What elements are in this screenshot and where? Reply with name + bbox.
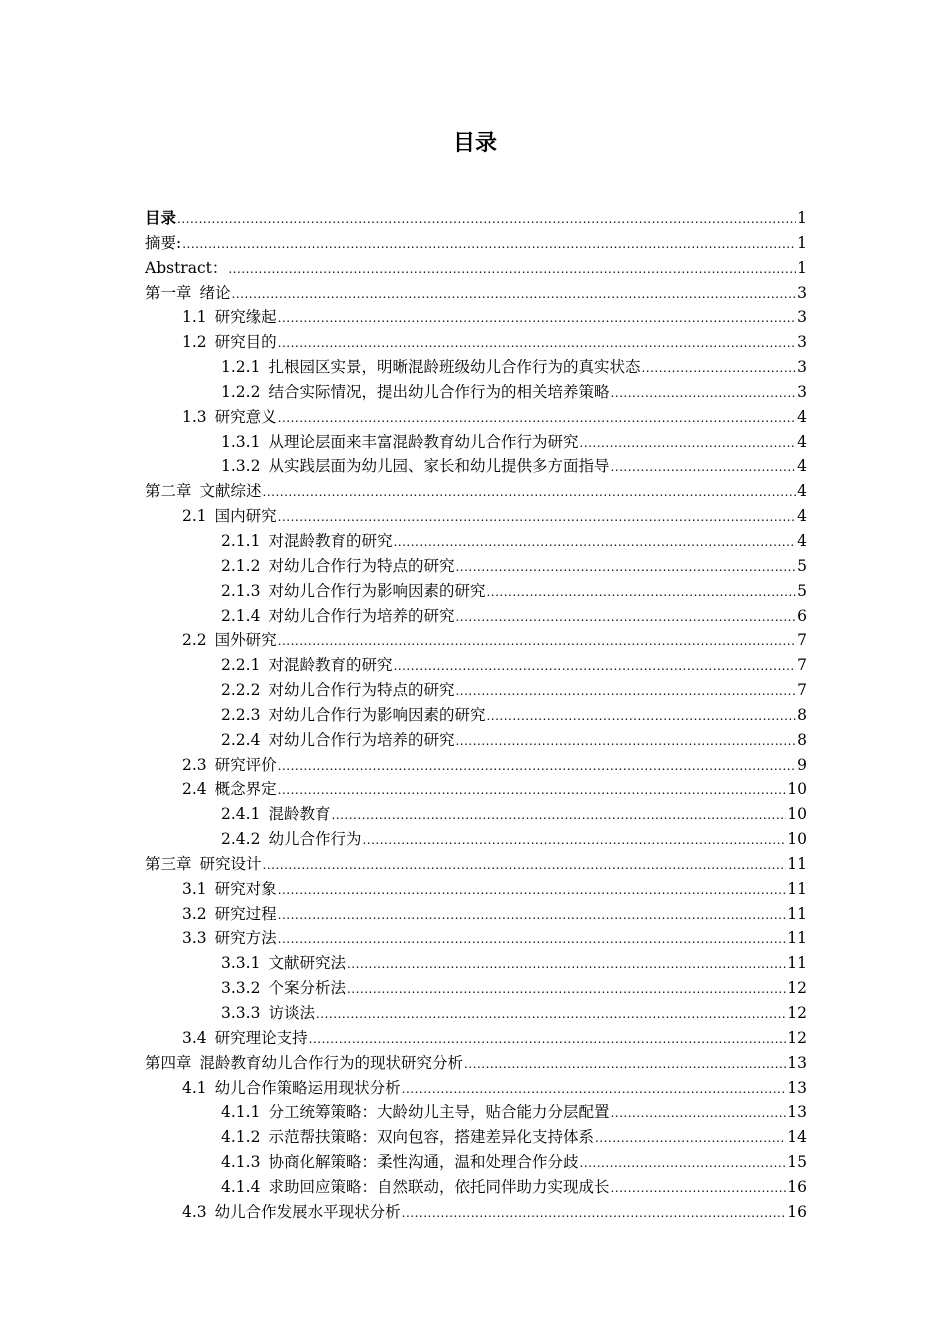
toc-entry-page: 1 bbox=[797, 209, 807, 227]
toc-entry-number: 2.1.1 bbox=[221, 531, 261, 550]
toc-entry-title: 摘要: bbox=[145, 233, 182, 252]
toc-entry-title: 对幼儿合作行为影响因素的研究 bbox=[268, 705, 486, 724]
toc-entry-title: 对幼儿合作行为特点的研究 bbox=[268, 681, 455, 700]
toc-entry-number: 4.1.1 bbox=[221, 1103, 261, 1122]
toc-entry-title: 求助回应策略：自然联动，依托同伴助力实现成长 bbox=[268, 1177, 610, 1196]
toc-entry[interactable] bbox=[145, 902, 807, 927]
toc-dot-leader bbox=[232, 282, 797, 306]
toc-entry[interactable] bbox=[145, 1076, 807, 1101]
toc-entry-number: 4.3 bbox=[182, 1202, 207, 1221]
toc-entry-page: 15 bbox=[787, 1153, 807, 1172]
toc-entry[interactable] bbox=[145, 827, 807, 852]
toc-dot-leader bbox=[610, 381, 796, 405]
toc-entry[interactable] bbox=[145, 653, 807, 678]
toc-entry[interactable] bbox=[145, 877, 807, 902]
toc-dot-leader bbox=[455, 555, 796, 579]
toc-entry-page: 7 bbox=[797, 681, 807, 700]
toc-entry[interactable] bbox=[145, 529, 807, 554]
toc-entry-page: 5 bbox=[797, 556, 807, 575]
toc-entry[interactable] bbox=[145, 380, 807, 405]
toc-dot-leader bbox=[455, 729, 796, 753]
toc-entry[interactable] bbox=[145, 579, 807, 604]
toc-entry-page: 5 bbox=[797, 581, 807, 600]
page-title: 目录 bbox=[452, 131, 497, 156]
toc-dot-leader bbox=[610, 455, 796, 479]
toc-entry[interactable] bbox=[145, 256, 807, 281]
toc-entry-title: 研究方法 bbox=[214, 929, 277, 948]
toc-dot-leader bbox=[331, 803, 786, 827]
toc-entry[interactable] bbox=[145, 554, 807, 579]
toc-entry-title: 目录 bbox=[145, 209, 177, 227]
toc-entry[interactable] bbox=[145, 355, 807, 380]
toc-entry[interactable] bbox=[145, 1001, 807, 1026]
toc-entry[interactable] bbox=[145, 430, 807, 455]
toc-entry-page: 16 bbox=[787, 1177, 807, 1196]
toc-entry-page: 12 bbox=[787, 1028, 807, 1047]
toc-entry-title: 研究过程 bbox=[214, 904, 277, 923]
toc-entry-title: 研究缘起 bbox=[214, 308, 277, 327]
toc-entry-title: 对幼儿合作行为影响因素的研究 bbox=[268, 581, 486, 600]
toc-entry-page: 1 bbox=[797, 233, 807, 252]
toc-entry-page: 4 bbox=[797, 507, 807, 526]
toc-entry[interactable] bbox=[145, 976, 807, 1001]
toc-entry-number: 1.2.1 bbox=[221, 358, 261, 377]
toc-entry-title: 研究意义 bbox=[214, 407, 277, 426]
toc-entry-number: 2.3 bbox=[182, 755, 207, 774]
toc-entry-page: 10 bbox=[787, 780, 807, 799]
toc-dot-leader bbox=[402, 1077, 787, 1101]
toc-dot-leader bbox=[610, 1101, 786, 1125]
toc-entry-number: 1.1 bbox=[182, 308, 207, 327]
toc-entry-page: 11 bbox=[787, 954, 807, 973]
toc-entry-number: 2.1.2 bbox=[221, 556, 261, 575]
toc-entry[interactable] bbox=[145, 802, 807, 827]
toc-entry-page: 3 bbox=[797, 382, 807, 401]
toc-entry-page: 7 bbox=[797, 656, 807, 675]
toc-dot-leader bbox=[278, 505, 796, 529]
toc-entry[interactable] bbox=[145, 305, 807, 330]
toc-entry[interactable] bbox=[145, 1026, 807, 1051]
toc-entry[interactable] bbox=[145, 1175, 807, 1200]
toc-dot-leader bbox=[579, 1151, 786, 1175]
toc-entry-page: 4 bbox=[797, 432, 807, 451]
toc-dot-leader bbox=[486, 580, 796, 604]
toc-entry-page: 13 bbox=[787, 1078, 807, 1097]
toc-entry-title: 研究设计 bbox=[199, 854, 262, 873]
toc-entry[interactable] bbox=[145, 231, 807, 256]
toc-entry-title: Abstract： bbox=[145, 258, 228, 277]
toc-dot-leader bbox=[362, 828, 786, 852]
toc-dot-leader bbox=[278, 927, 787, 951]
toc-entry-page: 13 bbox=[787, 1053, 807, 1072]
toc-entry-number: 第一章 bbox=[145, 283, 192, 302]
toc-entry-page: 16 bbox=[787, 1202, 807, 1221]
toc-dot-leader bbox=[610, 1176, 786, 1200]
toc-dot-leader bbox=[278, 306, 796, 330]
toc-entry[interactable] bbox=[145, 1200, 807, 1225]
toc-entry-page: 3 bbox=[797, 308, 807, 327]
toc-dot-leader bbox=[455, 679, 796, 703]
toc-entry-title: 幼儿合作发展水平现状分析 bbox=[214, 1202, 401, 1221]
toc-dot-leader bbox=[579, 431, 796, 455]
toc-entry-number: 2.2 bbox=[182, 631, 207, 650]
toc-entry-page: 4 bbox=[797, 482, 807, 501]
toc-entry-title: 对幼儿合作行为培养的研究 bbox=[268, 730, 455, 749]
toc-dot-leader bbox=[278, 331, 796, 355]
toc-entry-title: 绪论 bbox=[199, 283, 231, 302]
toc-entry-page: 11 bbox=[787, 929, 807, 948]
toc-entry-number: 4.1 bbox=[182, 1078, 207, 1097]
toc-dot-leader bbox=[263, 480, 797, 504]
toc-entry-page: 12 bbox=[787, 979, 807, 998]
toc-entry-title: 研究理论支持 bbox=[214, 1028, 308, 1047]
toc-dot-leader bbox=[347, 977, 786, 1001]
toc-entry[interactable] bbox=[145, 504, 807, 529]
toc-entry[interactable] bbox=[145, 405, 807, 430]
toc-entry-title: 从实践层面为幼儿园、家长和幼儿提供多方面指导 bbox=[268, 457, 610, 476]
toc-entry-number: 3.3.2 bbox=[221, 979, 261, 998]
toc-entry[interactable] bbox=[145, 703, 807, 728]
toc-entry-number: 2.4.2 bbox=[221, 830, 261, 849]
toc-entry-title: 文献综述 bbox=[199, 482, 262, 501]
toc-entry-number: 4.1.4 bbox=[221, 1177, 261, 1196]
toc-entry-page: 3 bbox=[797, 358, 807, 377]
toc-entry-page: 8 bbox=[797, 730, 807, 749]
toc-entry-number: 3.4 bbox=[182, 1028, 207, 1047]
toc-entry-number: 第三章 bbox=[145, 854, 192, 873]
toc-entry-page: 13 bbox=[787, 1103, 807, 1122]
toc-dot-leader bbox=[278, 754, 796, 778]
toc-entry-title: 示范帮扶策略：双向包容，搭建差异化支持体系 bbox=[268, 1128, 594, 1147]
toc-entry-title: 访谈法 bbox=[268, 1004, 315, 1022]
toc-entry-title: 分工统筹策略：大龄幼儿主导，贴合能力分层配置 bbox=[268, 1103, 610, 1122]
toc-entry[interactable] bbox=[145, 628, 807, 653]
toc-entry-number: 1.3.2 bbox=[221, 457, 261, 476]
toc-dot-leader bbox=[641, 356, 796, 380]
toc-entry-title: 幼儿合作行为 bbox=[268, 830, 362, 849]
toc-entry-title: 协商化解策略：柔性沟通，温和处理合作分歧 bbox=[268, 1153, 579, 1172]
toc-dot-leader bbox=[278, 778, 787, 802]
toc-entry-page: 14 bbox=[787, 1128, 807, 1147]
toc-dot-leader bbox=[316, 1002, 786, 1026]
toc-entry[interactable] bbox=[145, 1051, 807, 1076]
toc-entry-title: 对混龄教育的研究 bbox=[268, 531, 393, 550]
toc-entry-page: 3 bbox=[797, 333, 807, 352]
toc-entry-number: 2.2.3 bbox=[221, 705, 261, 724]
toc-entry[interactable] bbox=[145, 479, 807, 504]
toc-entry[interactable] bbox=[145, 454, 807, 479]
toc-entry-title: 国外研究 bbox=[214, 631, 277, 650]
toc-entry[interactable] bbox=[145, 1100, 807, 1125]
toc-entry-number: 第二章 bbox=[145, 482, 192, 501]
toc-entry-title: 对混龄教育的研究 bbox=[268, 656, 393, 675]
toc-dot-leader bbox=[486, 704, 796, 728]
toc-dot-leader bbox=[455, 605, 796, 629]
toc-entry-title: 研究目的 bbox=[214, 333, 277, 352]
toc-entry-number: 2.2.1 bbox=[221, 656, 261, 675]
toc-dot-leader bbox=[393, 654, 796, 678]
toc-entry-page: 4 bbox=[797, 531, 807, 550]
toc-entry-page: 9 bbox=[797, 755, 807, 774]
toc-entry-title: 混龄教育 bbox=[268, 805, 331, 824]
toc-entry-number: 3.3.3 bbox=[221, 1004, 261, 1022]
toc-entry-page: 12 bbox=[787, 1004, 807, 1022]
toc-dot-leader bbox=[278, 629, 796, 653]
toc-entry-title: 扎根园区实景，明晰混龄班级幼儿合作行为的真实状态 bbox=[268, 358, 641, 377]
table-of-contents bbox=[145, 206, 807, 1225]
toc-entry-page: 11 bbox=[787, 879, 807, 898]
toc-dot-leader bbox=[402, 1201, 787, 1225]
toc-entry-number: 2.1 bbox=[182, 507, 207, 526]
toc-entry[interactable] bbox=[145, 1150, 807, 1175]
toc-dot-leader bbox=[177, 207, 796, 231]
toc-entry-page: 11 bbox=[787, 854, 807, 873]
toc-entry-page: 1 bbox=[797, 258, 807, 277]
toc-entry-number: 2.1.3 bbox=[221, 581, 261, 600]
toc-dot-leader bbox=[595, 1126, 786, 1150]
toc-dot-leader bbox=[309, 1027, 787, 1051]
toc-entry-title: 幼儿合作策略运用现状分析 bbox=[214, 1078, 401, 1097]
toc-entry-number: 2.2.2 bbox=[221, 681, 261, 700]
toc-entry-number: 第四章 bbox=[145, 1053, 192, 1072]
toc-entry-number: 2.2.4 bbox=[221, 730, 261, 749]
toc-entry[interactable] bbox=[145, 753, 807, 778]
toc-entry-page: 6 bbox=[797, 606, 807, 625]
toc-entry-title: 文献研究法 bbox=[268, 954, 346, 973]
toc-entry-number: 3.3.1 bbox=[221, 954, 261, 973]
toc-entry[interactable] bbox=[145, 281, 807, 306]
toc-dot-leader bbox=[278, 406, 796, 430]
toc-entry-number: 4.1.2 bbox=[221, 1128, 261, 1147]
toc-entry[interactable] bbox=[145, 206, 807, 231]
toc-entry[interactable] bbox=[145, 852, 807, 877]
toc-entry-number: 2.1.4 bbox=[221, 606, 261, 625]
toc-entry-title: 对幼儿合作行为特点的研究 bbox=[268, 556, 455, 575]
toc-dot-leader bbox=[228, 257, 796, 281]
toc-entry[interactable] bbox=[145, 330, 807, 355]
toc-entry-page: 4 bbox=[797, 407, 807, 426]
toc-entry-page: 10 bbox=[787, 830, 807, 849]
toc-entry-title: 概念界定 bbox=[214, 780, 277, 799]
toc-entry-number: 1.2 bbox=[182, 333, 207, 352]
toc-entry-number: 3.1 bbox=[182, 879, 207, 898]
toc-dot-leader bbox=[278, 878, 787, 902]
toc-entry-page: 10 bbox=[787, 805, 807, 824]
toc-entry-number: 3.3 bbox=[182, 929, 207, 948]
toc-dot-leader bbox=[263, 853, 787, 877]
toc-entry[interactable] bbox=[145, 604, 807, 629]
toc-entry-title: 研究评价 bbox=[214, 755, 277, 774]
toc-entry-page: 7 bbox=[797, 631, 807, 650]
toc-dot-leader bbox=[464, 1052, 786, 1076]
toc-entry-number: 1.2.2 bbox=[221, 382, 261, 401]
toc-entry[interactable] bbox=[145, 951, 807, 976]
toc-entry[interactable] bbox=[145, 728, 807, 753]
toc-entry-title: 从理论层面来丰富混龄教育幼儿合作行为研究 bbox=[268, 432, 579, 451]
toc-entry-title: 混龄教育幼儿合作行为的现状研究分析 bbox=[199, 1053, 464, 1072]
toc-entry-title: 国内研究 bbox=[214, 507, 277, 526]
toc-entry-number: 3.2 bbox=[182, 904, 207, 923]
toc-entry-number: 4.1.3 bbox=[221, 1153, 261, 1172]
toc-entry-number: 1.3.1 bbox=[221, 432, 261, 451]
toc-entry-page: 8 bbox=[797, 705, 807, 724]
toc-entry-title: 对幼儿合作行为培养的研究 bbox=[268, 606, 455, 625]
toc-entry[interactable] bbox=[145, 1125, 807, 1150]
toc-entry[interactable] bbox=[145, 777, 807, 802]
toc-entry-title: 个案分析法 bbox=[268, 979, 346, 998]
toc-dot-leader bbox=[347, 952, 786, 976]
toc-entry-number: 1.3 bbox=[182, 407, 207, 426]
toc-entry-page: 3 bbox=[797, 283, 807, 302]
toc-entry-number: 2.4.1 bbox=[221, 805, 261, 824]
toc-entry[interactable] bbox=[145, 926, 807, 951]
toc-dot-leader bbox=[393, 530, 796, 554]
toc-entry-page: 11 bbox=[787, 904, 807, 923]
toc-dot-leader bbox=[278, 903, 787, 927]
toc-entry-title: 结合实际情况，提出幼儿合作行为的相关培养策略 bbox=[268, 382, 610, 401]
toc-entry[interactable] bbox=[145, 678, 807, 703]
toc-entry-number: 2.4 bbox=[182, 780, 207, 799]
toc-entry-page: 4 bbox=[797, 457, 807, 476]
toc-entry-title: 研究对象 bbox=[214, 879, 277, 898]
toc-dot-leader bbox=[182, 232, 796, 256]
